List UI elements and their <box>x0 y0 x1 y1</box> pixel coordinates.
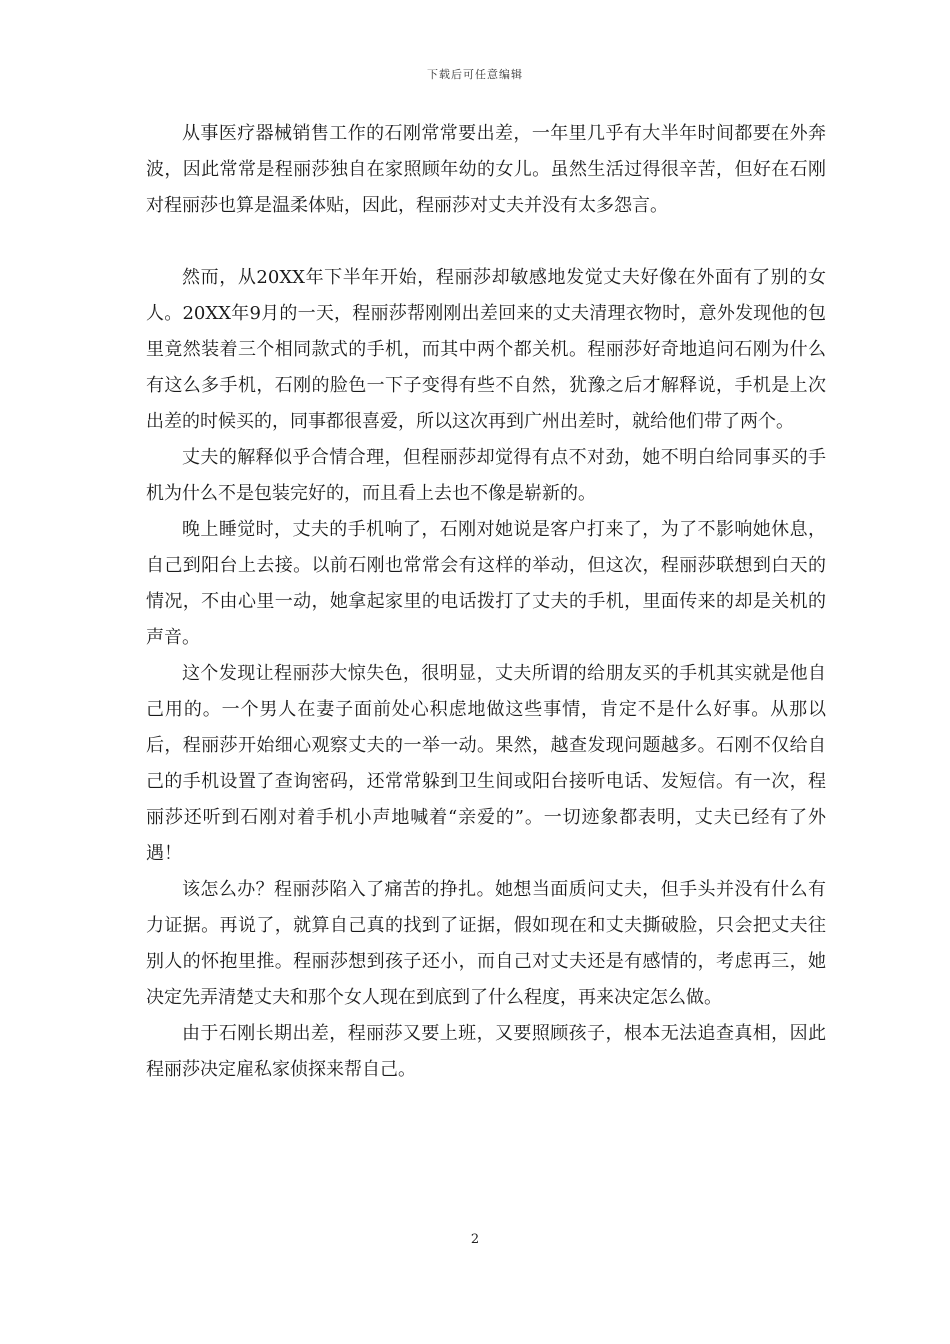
paragraph-6: 该怎么办？程丽莎陷入了痛苦的挣扎。她想当面质问丈夫，但手头并没有什么有力证据。再说了，就算自己真的找到了证据，假如现在和丈夫撕破脸，只会把丈夫往别人的怀抱里推。程丽莎想到孩子还小，而自己对丈夫还是有感情的，考虑再三，她决定先弄清楚丈夫和那个女人现在到底到了什么程度，再来决定怎么做。 <box>146 879 826 1008</box>
paragraph-gap <box>146 224 826 260</box>
paragraph-1: 从事医疗器械销售工作的石刚常常要出差，一年里几乎有大半年时间都要在外奔波，因此常常是程丽莎独自在家照顾年幼的女儿。虽然生活过得很辛苦，但好在石刚对程丽莎也算是温柔体贴，因此，程丽莎对丈夫并没有太多怨言。 <box>146 123 826 216</box>
paragraph-5: 这个发现让程丽莎大惊失色，很明显，丈夫所谓的给朋友买的手机其实就是他自己用的。一个男人在妻子面前处心积虑地做这些事情，肯定不是什么好事。从那以后，程丽莎开始细心观察丈夫的一举一动。果然，越查发现问题越多。石刚不仅给自己的手机设置了查询密码，还常常躲到卫生间或阳台接听电话、发短信。有一次，程丽莎还听到石刚对着手机小声地喊着“亲爱的”。一切迹象都表明，丈夫已经有了外遇！ <box>146 663 826 864</box>
document-body <box>146 116 826 1088</box>
paragraph-2: 然而，从20XX年下半年开始，程丽莎却敏感地发觉丈夫好像在外面有了别的女人。20XX年9月的一天，程丽莎帮刚刚出差回来的丈夫清理衣物时，意外发现他的包里竟然装着三个相同款式的手机，而其中两个都关机。程丽莎好奇地追问石刚为什么有这么多手机，石刚的脸色一下子变得有些不自然，犹豫之后才解释说，手机是上次出差的时候买的，同事都很喜爱，所以这次再到广州出差时，就给他们带了两个。 <box>146 267 826 432</box>
page-header: 下载后可任意编辑 <box>427 68 523 81</box>
page-number: 2 <box>470 1232 480 1247</box>
paragraph-7: 由于石刚长期出差，程丽莎又要上班，又要照顾孩子，根本无法追查真相，因此程丽莎决定雇私家侦探来帮自己。 <box>146 1023 826 1080</box>
paragraph-3: 丈夫的解释似乎合情合理，但程丽莎却觉得有点不对劲，她不明白给同事买的手机为什么不是包装完好的，而且看上去也不像是崭新的。 <box>146 447 826 504</box>
paragraph-4: 晚上睡觉时，丈夫的手机响了，石刚对她说是客户打来了，为了不影响她休息，自己到阳台上去接。以前石刚也常常会有这样的举动，但这次，程丽莎联想到白天的情况，不由心里一动，她拿起家里的电话拨打了丈夫的手机，里面传来的却是关机的声音。 <box>146 519 826 648</box>
